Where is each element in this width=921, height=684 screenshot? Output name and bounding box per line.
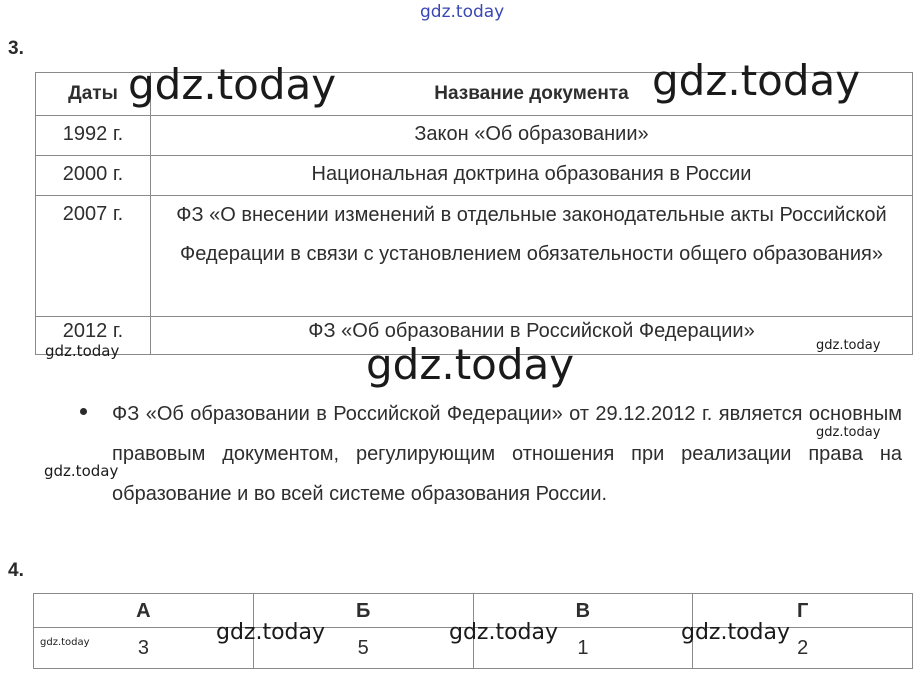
header-cell: В bbox=[473, 594, 693, 628]
cell-date: 2007 г. bbox=[36, 196, 151, 317]
cell-document-name: Закон «Об образовании» bbox=[151, 116, 913, 156]
header-document-name: Название документа bbox=[151, 73, 913, 116]
cell-document-name: Национальная доктрина образования в России bbox=[151, 156, 913, 196]
watermark-small: gdz.today bbox=[45, 342, 120, 360]
watermark-medium: gdz.today bbox=[449, 620, 559, 645]
task-number: 4. bbox=[8, 560, 24, 581]
bullet-text: ФЗ «Об образовании в Российской Федерации» от 29.12.2012 г. является основным правовым документом, регулирующим отношения при реализации права на образование и во всей системе образования России. bbox=[112, 403, 902, 505]
header-cell: Б bbox=[253, 594, 473, 628]
bullet-item bbox=[80, 394, 902, 514]
cell-document-name: ФЗ «О внесении изменений в отдельные законодательные акты Российской Федерации в связи с установлением обязательности общего образования» bbox=[151, 196, 913, 317]
watermark-medium: gdz.today bbox=[681, 620, 791, 645]
header-date: Даты bbox=[36, 73, 151, 116]
watermark-top: gdz.today bbox=[420, 2, 505, 22]
documents-table bbox=[35, 72, 913, 355]
watermark-medium: gdz.today bbox=[216, 620, 326, 645]
watermark-small: gdz.today bbox=[44, 462, 119, 480]
cell-date: 2000 г. bbox=[36, 156, 151, 196]
cell-date: 2012 г. bbox=[36, 317, 151, 355]
watermark-small: gdz.today bbox=[816, 425, 881, 440]
answer-cell: 5 bbox=[253, 628, 473, 669]
table-row bbox=[36, 156, 913, 196]
watermark-tiny: gdz.today bbox=[40, 637, 90, 648]
answer-cell: 2 bbox=[693, 628, 913, 669]
answer-cell: 3 bbox=[34, 628, 254, 669]
watermark-large: gdz.today bbox=[652, 56, 861, 105]
cell-date: 1992 г. bbox=[36, 116, 151, 156]
header-cell: Г bbox=[693, 594, 913, 628]
cell-document-name: ФЗ «Об образовании в Российской Федерации» bbox=[151, 317, 913, 355]
task-number: 3. bbox=[8, 38, 24, 59]
watermark-large: gdz.today bbox=[366, 340, 575, 389]
watermark-large: gdz.today bbox=[128, 60, 337, 109]
watermark-small: gdz.today bbox=[816, 338, 881, 353]
table-row bbox=[36, 116, 913, 156]
bullet-icon bbox=[80, 408, 87, 415]
header-cell: А bbox=[34, 594, 254, 628]
answer-cell: 1 bbox=[473, 628, 693, 669]
table-row bbox=[36, 196, 913, 317]
